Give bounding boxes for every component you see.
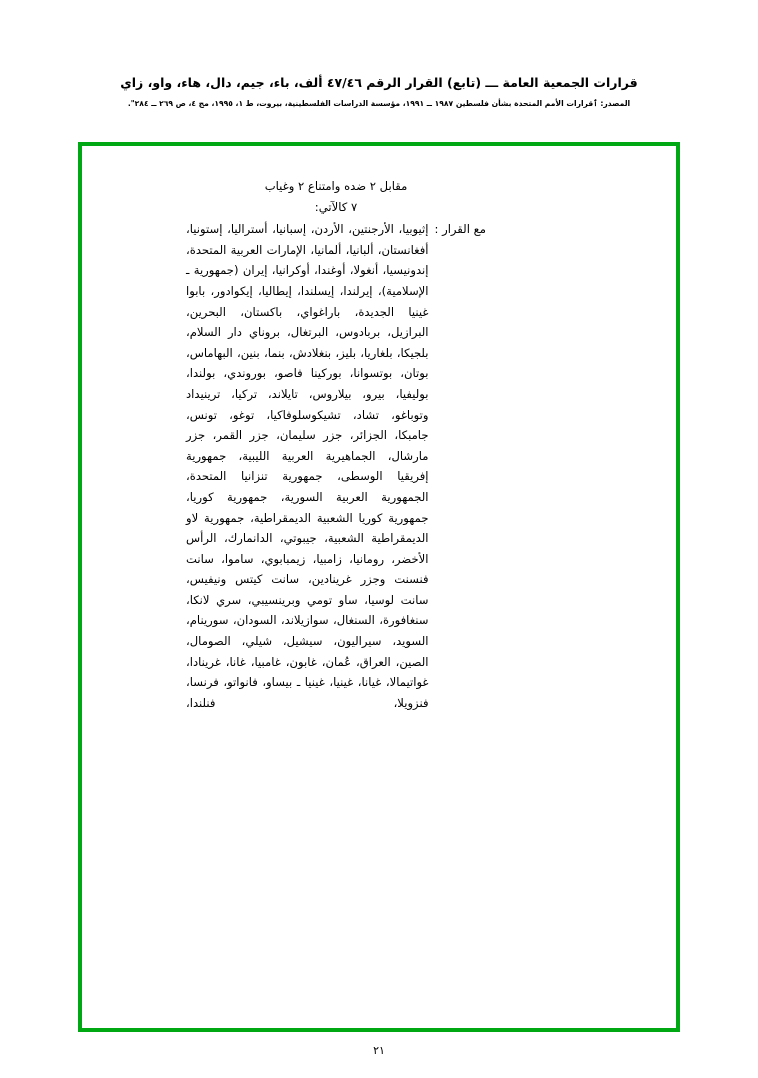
vote-line-2: ٧ كالآتي: [314, 199, 358, 214]
page-number: ٢١ [373, 1044, 385, 1057]
vote-summary [186, 176, 486, 217]
header-title: قرارات الجمعية العامة ـــ (تابع) القرار الرقم ٤٧/٤٦ ألف، باء، جيم، دال، هاء، واو، زاي [120, 75, 638, 90]
page-header [0, 74, 758, 109]
in-favour-block [186, 219, 486, 713]
content-frame [78, 142, 680, 1032]
in-favour-label: مع القرار : [434, 222, 486, 237]
vote-line-1: مقابل ٢ ضده وامتناع ٢ وغياب [264, 179, 408, 193]
header-source: المصدر: ٲقرارات الأمم المتحدة بشأن فلسطين ١٩٨٧ ــ ١٩٩١، مؤسسة الدراسات الفلسطينية، بيروت، ط ١، ١٩٩٥، مج ٤، ص ٢٦٩ ــ ٢٨٤". [127, 98, 631, 108]
in-favour-countries: إثيوبيا، الأرجنتين، الأردن، إسبانيا، أستراليا، إستونيا، أفغانستان، ألبانيا، ألمانيا، الإمارات العربية المتحدة، إندونيسيا، أنغولا، أوغندا، أوكرانيا، إيران (جمهورية ـ الإسلامية)، إيرلندا، إيسلندا، إيطاليا، إيكوادور، بابوا غينيا الجديدة، باراغواي، باكستان، البحرين، البرازيل، بربادوس، البرتغال، بروناي دار السلام، بلجيكا، بلغاريا، بليز، بنغلادش، بنما، بنين، البهاماس، بوتان، بوتسوانا، بوركينا فاصو، بوروندي، بولندا، بوليفيا، بيرو، بيلاروس، تايلاند، تركيا، ترينيداد وتوباغو، تشاد، تشيكوسلوفاكيا، توغو، تونس، جامبكا، الجزائر، جزر سليمان، جزر القمر، جزر مارشال، الجماهيرية العربية الليبية، جمهورية إفريقيا الوسطى، جمهورية تنزانيا المتحدة، الجمهورية العربية السورية، جمهورية كوريا، جمهورية كوريا الشعبية الديمقراطية، جمهورية لاو الديمقراطية الشعبية، جيبوتي، الدانمارك، الرأس الأخضر، رومانيا، زامبيا، زيمبابوي، ساموا، سانت فنسنت وجزر غرينادين، سانت كيتس ونيفيس، سانت لوسيا، ساو تومي وبرينسيبي، سري لانكا، سنغافورة، السنغال، سوازيلاند، السودان، سورينام، السويد، سيراليون، سيشيل، شيلي، الصومال، الصين، العراق، عُمان، غابون، غامبيا، غانا، غرينادا، غواتيمالا، غيانا، غينيا، غينيا ـ بيساو، فانواتو، فرنسا، فنزويلا، فنلندا، [186, 222, 429, 710]
document-body [186, 176, 486, 713]
